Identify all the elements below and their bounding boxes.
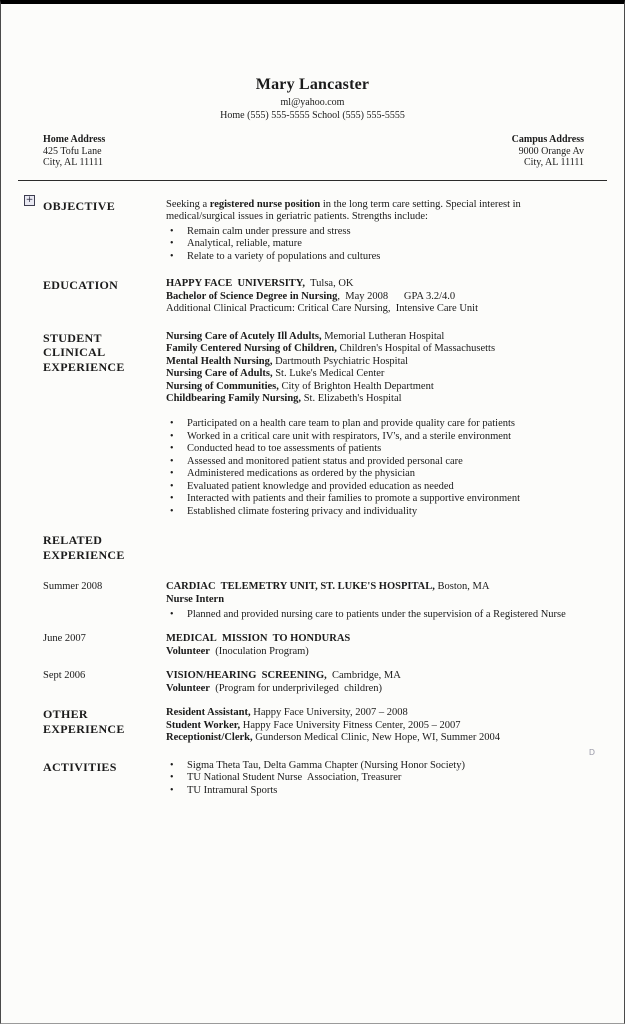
- entry-date: June 2007: [43, 633, 86, 644]
- related-entry: [43, 633, 586, 658]
- education-heading: EDUCATION: [43, 278, 119, 292]
- expand-plus-icon: [24, 195, 35, 206]
- heading-line: EXPERIENCE: [43, 359, 125, 374]
- entry-role: [166, 646, 586, 658]
- list-item: [166, 760, 586, 772]
- degree-name: Bachelor of Science Degree in Nursing: [166, 290, 338, 302]
- course-name: Nursing of Communities,: [166, 380, 279, 392]
- job-title: Resident Assistant,: [166, 707, 251, 718]
- person-name: Mary Lancaster: [255, 76, 370, 93]
- related-heading: [43, 533, 166, 562]
- degree-details: , May 2008 GPA 3.2/4.0: [337, 290, 456, 302]
- campus-address-title: Campus Address: [511, 134, 584, 145]
- clinical-course: [166, 368, 586, 380]
- entry-role: [166, 594, 586, 606]
- list-item: [166, 431, 586, 443]
- activities-content: [166, 760, 586, 798]
- objective-text-post: in the long term care setting. Special interest in medical/surgical issues in geriatric patients. Strengths include:: [166, 198, 521, 222]
- objective-summary: [166, 199, 586, 223]
- job-title: Receptionist/Clerk,: [166, 732, 253, 743]
- entry-date: Sept 2006: [43, 670, 86, 681]
- course-site: St. Elizabeth's Hospital: [301, 393, 402, 404]
- campus-address-line1: 9000 Orange Av: [518, 145, 584, 157]
- list-item: [166, 418, 586, 430]
- clinical-course: [166, 393, 586, 405]
- entry-body: [166, 633, 586, 658]
- other-job: [166, 732, 586, 744]
- entry-title: [166, 633, 586, 645]
- objective-text-pre: Seeking a: [166, 198, 210, 210]
- section-other-experience: [43, 707, 586, 745]
- job-details: Happy Face University, 2007 – 2008: [250, 707, 408, 718]
- home-address-line1: 425 Tofu Lane: [43, 145, 102, 157]
- education-practicum: Additional Clinical Practicum: Critical Care Nursing, Intensive Care Unit: [166, 303, 479, 314]
- list-item: [166, 609, 586, 621]
- addresses-row: [1, 134, 624, 169]
- other-job: [166, 720, 586, 732]
- entry-date: Summer 2008: [43, 581, 103, 592]
- list-item: [166, 226, 586, 238]
- job-details: Happy Face University Fitness Center, 2005 – 2007: [240, 719, 461, 731]
- home-address-title: Home Address: [43, 134, 106, 145]
- entry-role-rest: (Program for underprivileged children): [209, 682, 382, 694]
- activities-heading: ACTIVITIES: [43, 759, 117, 774]
- list-item: [166, 238, 586, 250]
- phone-text: Home (555) 555-5555 School (555) 555-5555: [220, 110, 405, 121]
- heading-line: RELATED: [43, 533, 103, 547]
- home-address-block: [43, 134, 105, 169]
- heading-line: EXPERIENCE: [43, 721, 125, 736]
- bullet-text: • Interacted with patients and their families to promote a supportive environment: [187, 493, 520, 504]
- bullet-text: • Evaluated patient knowledge and provided education as needed: [187, 480, 454, 492]
- bullet-text: • Assessed and monitored patient status and provided personal care: [187, 455, 463, 467]
- section-clinical-experience: [43, 331, 586, 519]
- course-name: Nursing Care of Acutely Ill Adults,: [166, 330, 322, 342]
- resume-header: [1, 4, 624, 121]
- clinical-course: [166, 331, 586, 343]
- watermark-glyph: D: [588, 748, 595, 757]
- clinical-heading: [43, 331, 166, 519]
- list-item: [166, 772, 586, 784]
- entry-role-rest: (Inoculation Program): [209, 645, 309, 657]
- other-content: [166, 707, 586, 745]
- bullet-text: • Conducted head to toe assessments of patients: [187, 443, 382, 454]
- job-title: Student Worker,: [166, 719, 241, 731]
- campus-address-block: [512, 134, 584, 169]
- heading-line: OTHER: [43, 707, 88, 721]
- bullet-text: • Established climate fostering privacy and individuality: [187, 505, 418, 517]
- entry-bullet-list: [166, 609, 586, 621]
- heading-line: EXPERIENCE: [43, 547, 125, 562]
- clinical-course: [166, 356, 586, 368]
- course-site: City of Brighton Health Department: [278, 380, 434, 392]
- entry-title-rest: Cambridge, MA: [326, 670, 401, 681]
- clinical-course: [166, 381, 586, 393]
- entry-title: [166, 670, 586, 682]
- heading-line: CLINICAL: [43, 345, 106, 359]
- entry-title-bold: VISION/HEARING SCREENING,: [166, 670, 327, 681]
- course-site: Children's Hospital of Massachusetts: [336, 343, 496, 354]
- bullet-text: • Remain calm under pressure and stress: [187, 225, 351, 237]
- course-site: Memorial Lutheran Hospital: [321, 330, 445, 342]
- campus-address-line2: City, AL 11111: [524, 157, 584, 168]
- course-site: Dartmouth Psychiatric Hospital: [272, 355, 409, 367]
- list-item: [166, 493, 586, 505]
- bullet-text: • Participated on a health care team to plan and provide quality care for patients: [187, 418, 515, 429]
- resume-body: [1, 181, 624, 798]
- related-entry: [43, 670, 586, 695]
- entry-title-rest: Boston, MA: [434, 581, 490, 592]
- entry-role: [166, 683, 586, 695]
- bullet-text: • Relate to a variety of populations and cultures: [187, 250, 381, 262]
- heading-line: STUDENT: [43, 330, 102, 345]
- entry-role-bold: Volunteer: [166, 645, 210, 657]
- course-site: St. Luke's Medical Center: [272, 368, 385, 379]
- home-address-line2: City, AL 11111: [43, 157, 103, 168]
- bullet-text: • TU Intramural Sports: [187, 784, 278, 796]
- entry-title-bold: CARDIAC TELEMETRY UNIT, ST. LUKE'S HOSPITAL,: [166, 581, 435, 592]
- entry-body: [166, 581, 586, 621]
- bullet-text: • Worked in a critical care unit with respirators, IV's, and a sterile environment: [187, 430, 512, 442]
- list-item: [166, 506, 586, 518]
- list-item: [166, 785, 586, 797]
- objective-bullet-list: [166, 226, 586, 263]
- other-job: [166, 707, 586, 719]
- section-activities: [43, 760, 586, 798]
- objective-content: [166, 199, 586, 264]
- bullet-text: • Sigma Theta Tau, Delta Gamma Chapter (Nursing Honor Society): [187, 759, 465, 771]
- education-school: [166, 278, 586, 290]
- entry-body: [166, 670, 586, 695]
- clinical-bullet-list: [166, 418, 586, 518]
- list-item: [166, 481, 586, 493]
- related-entry: [43, 581, 586, 621]
- list-item: [166, 456, 586, 468]
- email-text: ml@yahoo.com: [280, 96, 345, 108]
- entry-title-bold: MEDICAL MISSION TO HONDURAS: [166, 633, 351, 644]
- list-item: [166, 443, 586, 455]
- activities-bullet-list: [166, 760, 586, 797]
- list-item: [166, 468, 586, 480]
- bullet-text: • Administered medications as ordered by the physician: [187, 468, 416, 479]
- school-location: Tulsa, OK: [305, 278, 354, 289]
- course-name: Nursing Care of Adults,: [166, 368, 273, 379]
- job-details: Gunderson Medical Clinic, New Hope, WI, Summer 2004: [252, 732, 501, 743]
- course-name: Family Centered Nursing of Children,: [166, 343, 337, 354]
- clinical-content: [166, 331, 586, 519]
- objective-heading: OBJECTIVE: [43, 198, 116, 213]
- bullet-text: • Planned and provided nursing care to patients under the supervision of a Registered Nurse: [187, 608, 566, 620]
- entry-role-bold: Volunteer: [166, 682, 210, 694]
- section-education: [43, 278, 586, 316]
- entry-title: [166, 581, 586, 593]
- school-name: HAPPY FACE UNIVERSITY,: [166, 278, 306, 289]
- course-name: Childbearing Family Nursing,: [166, 393, 302, 404]
- entry-role-bold: Nurse Intern: [166, 593, 225, 605]
- other-heading: [43, 707, 166, 745]
- objective-text-bold: registered nurse position: [209, 198, 321, 210]
- course-name: Mental Health Nursing,: [166, 355, 273, 367]
- clinical-course: [166, 343, 586, 355]
- education-degree: [166, 291, 586, 303]
- list-item: [166, 251, 586, 263]
- bullet-text: • TU National Student Nurse Association, Treasurer: [187, 772, 402, 783]
- bullet-text: • Analytical, reliable, mature: [187, 238, 302, 249]
- section-related-experience: [43, 533, 586, 562]
- education-content: [166, 278, 586, 316]
- section-objective: [43, 199, 586, 264]
